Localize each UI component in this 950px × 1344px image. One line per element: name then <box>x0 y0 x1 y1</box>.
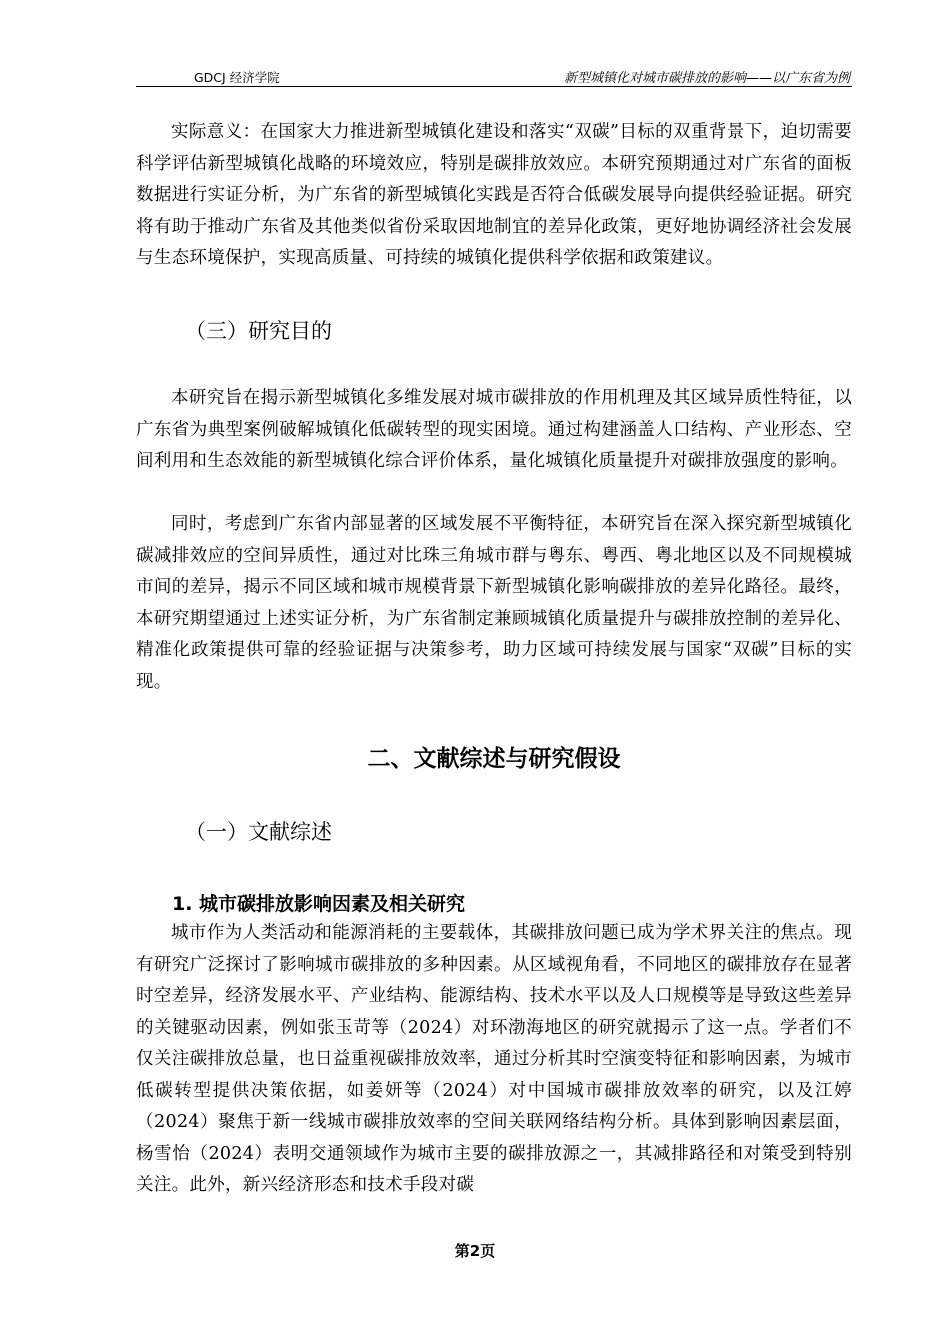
page-number: 第2页 <box>454 1242 496 1260</box>
header-institution: GDCJ 经济学院 <box>194 70 280 85</box>
header-paper-title: 新型城镇化对城市碳排放的影响——以广东省为例 <box>563 71 850 86</box>
paragraph-purpose-2: 同时，考虑到广东省内部显著的区域发展不平衡特征，本研究旨在深入探究新型城镇化碳减排效应的空间异质性，通过对比珠三角城市群与粤东、粤西、粤北地区以及不同规模城市间的差异，揭示不同区域和城市规模背景下新型城镇化影响碳排放的差异化路径。最终，本研究期望通过上述实证分析，为广东省制定兼顾城镇化质量提升与碳排放控制的差异化、精准化政策提供可靠的经验证据与决策参考，助力区域可持续发展与国家“双碳”目标的实现。 <box>136 514 852 692</box>
paragraph-purpose-1: 本研究旨在揭示新型城镇化多维发展对城市碳排放的作用机理及其区域异质性特征，以广东省为典型案例破解城镇化低碳转型的现实困境。通过构建涵盖人口结构、产业形态、空间利用和生态效能的新型城镇化综合评价体系，量化城镇化质量提升对碳排放强度的影响。 <box>136 388 852 471</box>
heading-section-2: 二、文献综述与研究假设 <box>367 746 621 772</box>
page-header <box>136 62 852 87</box>
paragraph-practical-significance: 实际意义：在国家大力推进新型城镇化建设和落实“双碳”目标的双重背景下，迫切需要科学评估新型城镇化战略的环境效应，特别是碳排放效应。本研究预期通过对广东省的面板数据进行实证分析，为广东省的新型城镇化实践是否符合低碳发展导向提供经验证据。研究将有助于推动广东省及其他类似省份采取因地制宜的差异化政策，更好地协调经济社会发展与生态环境保护，实现高质量、可持续的城镇化提供科学依据和政策建议。 <box>136 122 852 268</box>
heading-research-purpose: （三）研究目的 <box>185 319 332 343</box>
heading-literature-review: （一）文献综述 <box>185 820 332 844</box>
heading-subsection-1: 1. 城市碳排放影响因素及相关研究 <box>172 893 466 915</box>
paragraph-literature-1: 城市作为人类活动和能源消耗的主要载体，其碳排放问题已成为学术界关注的焦点。现有研究广泛探讨了影响城市碳排放的多种因素。从区域视角看，不同地区的碳排放存在显著时空差异，经济发展水平、产业结构、能源结构、技术水平以及人口规模等是导致这些差异的关键驱动因素，例如张玉苛等（2024）对环渤海地区的研究就揭示了这一点。学者们不仅关注碳排放总量，也日益重视碳排放效率，通过分析其时空演变特征和影响因素，为城市低碳转型提供决策依据，如姜妍等（2024）对中国城市碳排放效率的研究，以及江婷（2024）聚焦于新一线城市碳排放效率的空间关联网络结构分析。具体到影响因素层面，杨雪怡（2024）表明交通领域作为城市主要的碳排放源之一，其减排路径和对策受到特别关注。此外，新兴经济形态和技术手段对碳 <box>136 923 852 1195</box>
